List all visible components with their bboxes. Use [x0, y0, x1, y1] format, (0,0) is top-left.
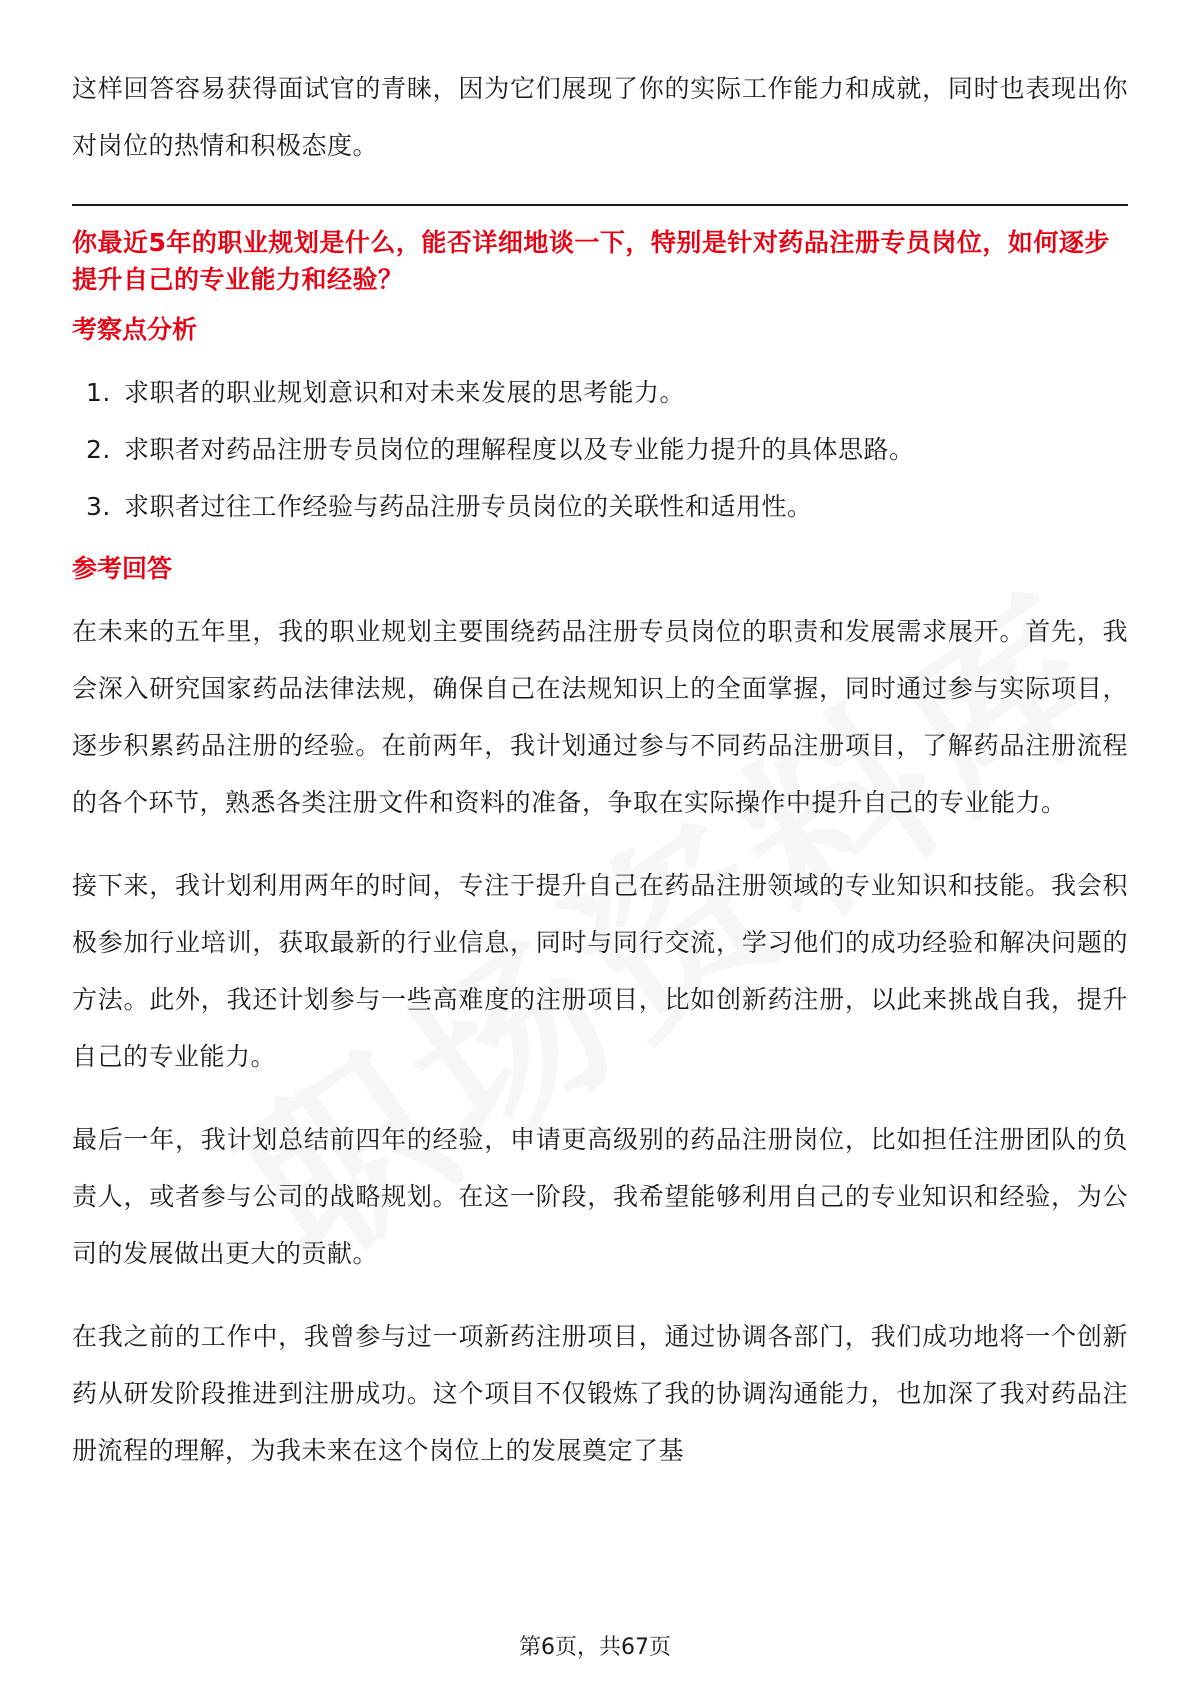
analysis-list [72, 364, 1128, 535]
page-footer: 第6页，共67页 [519, 1635, 671, 1660]
answer-paragraph: 接下来，我计划利用两年的时间，专注于提升自己在药品注册领域的专业知识和技能。我会积极参加行业培训，获取最新的行业信息，同时与同行交流，学习他们的成功经验和解决问题的方法。此外，我还计划参与一些高难度的注册项目，比如创新药注册，以此来挑战自我，提升自己的专业能力。 [72, 871, 1128, 1071]
list-item-number: 3. [86, 492, 111, 521]
question-heading: 你最近5年的职业规划是什么，能否详细地谈一下，特别是针对药品注册专员岗位，如何逐步提升自己的专业能力和经验？ [72, 228, 1110, 294]
page-content [72, 60, 1128, 1479]
analysis-title: 考察点分析 [72, 315, 198, 344]
list-item [72, 364, 1128, 421]
answer-paragraph: 在我之前的工作中，我曾参与过一项新药注册项目，通过协调各部门，我们成功地将一个创新药从研发阶段推进到注册成功。这个项目不仅锻炼了我的协调沟通能力，也加深了我对药品注册流程的理解，为我未来在这个岗位上的发展奠定了基 [72, 1322, 1128, 1465]
list-item [72, 478, 1128, 535]
list-item [72, 421, 1128, 478]
intro-paragraph: 这样回答容易获得面试官的青睐，因为它们展现了你的实际工作能力和成就，同时也表现出你对岗位的热情和积极态度。 [72, 74, 1128, 160]
answer-paragraph: 最后一年，我计划总结前四年的经验，申请更高级别的药品注册岗位，比如担任注册团队的负责人，或者参与公司的战略规划。在这一阶段，我希望能够利用自己的专业知识和经验，为公司的发展做出更大的贡献。 [72, 1125, 1128, 1268]
list-item-number: 1. [86, 378, 111, 407]
answer-title: 参考回答 [72, 554, 173, 583]
list-item-text: 求职者过往工作经验与药品注册专员岗位的关联性和适用性。 [124, 492, 813, 521]
answer-paragraph: 在未来的五年里，我的职业规划主要围绕药品注册专员岗位的职责和发展需求展开。首先，我会深入研究国家药品法律法规，确保自己在法规知识上的全面掌握，同时通过参与实际项目，逐步积累药品注册的经验。在前两年，我计划通过参与不同药品注册项目，了解药品注册流程的各个环节，熟悉各类注册文件和资料的准备，争取在实际操作中提升自己的专业能力。 [72, 617, 1128, 817]
list-item-text: 求职者的职业规划意识和对未来发展的思考能力。 [124, 378, 686, 407]
list-item-text: 求职者对药品注册专员岗位的理解程度以及专业能力提升的具体思路。 [124, 435, 915, 464]
list-item-number: 2. [86, 435, 111, 464]
